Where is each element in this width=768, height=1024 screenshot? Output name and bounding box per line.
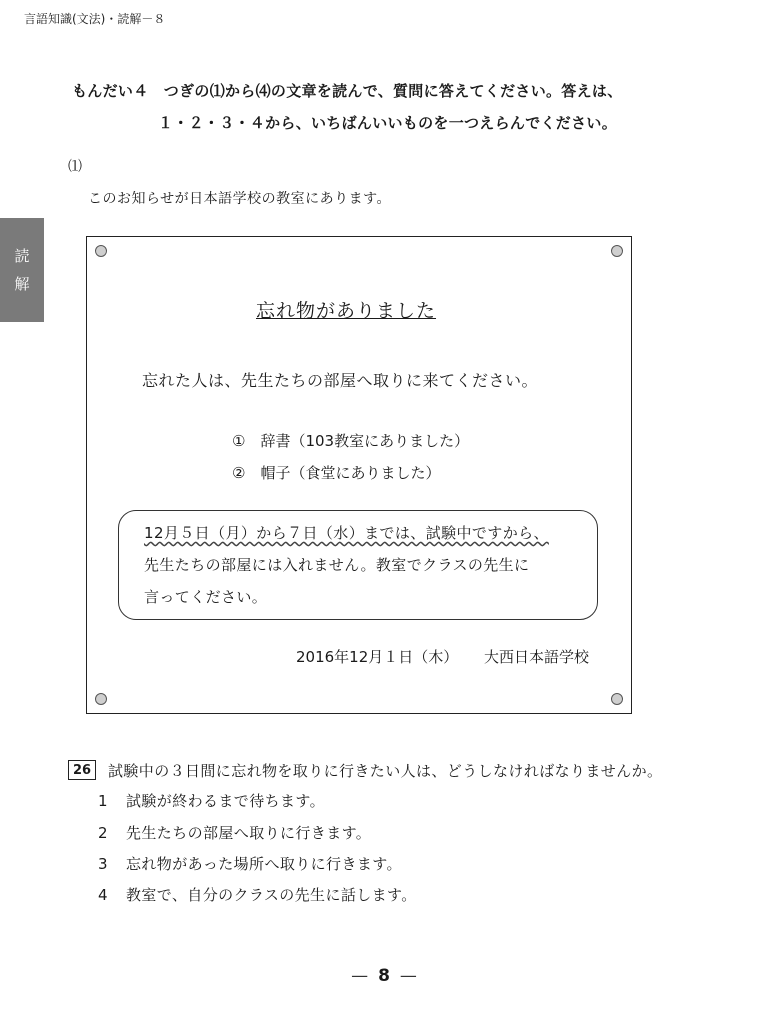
notice-item: ② 帽子（食堂にありました）: [232, 464, 441, 482]
answer-option[interactable]: [98, 790, 325, 811]
answer-option[interactable]: [98, 884, 417, 905]
reading-section-tab: [0, 218, 44, 322]
option-text: 教室で、自分のクラスの先生に話します。: [126, 886, 417, 904]
notice-body: 忘れた人は、先生たちの部屋へ取りに来てください。: [142, 371, 539, 390]
page-number: [0, 966, 768, 986]
option-number: 1: [98, 792, 108, 810]
option-number: 3: [98, 855, 108, 873]
option-text: 忘れ物があった場所へ取りに行きます。: [126, 855, 402, 873]
answer-option[interactable]: [98, 853, 402, 874]
notice-item: ① 辞書（103教室にありました）: [232, 432, 470, 450]
option-text: 試験が終わるまで待ちます。: [126, 792, 326, 810]
question-number: 26: [68, 760, 96, 780]
answer-option[interactable]: [98, 822, 371, 843]
instruction-line-2: １・２・３・４から、いちばんいいものを一つえらんでください。: [158, 114, 618, 132]
option-number: 4: [98, 886, 108, 904]
option-number: 2: [98, 824, 108, 842]
notice-school-name: 大西日本語学校: [484, 648, 590, 666]
page-number-value: 8: [378, 966, 390, 986]
section-lead-text: このお知らせが日本語学校の教室にあります。: [88, 191, 391, 207]
side-tab-char-1: 読: [14, 247, 30, 265]
instruction-line-1: もんだい４ つぎの⑴から⑷の文章を読んで、質問に答えてください。答えは、: [72, 82, 623, 100]
pin-icon: [95, 693, 107, 705]
notice-title: 忘れ物がありました: [256, 300, 437, 322]
side-tab-char-2: 解: [14, 275, 30, 293]
page-dash-right: —: [399, 966, 417, 986]
section-number: ⑴: [68, 159, 82, 175]
question-text: 試験中の３日間に忘れ物を取りに行きたい人は、どうしなければなりませんか。: [108, 762, 663, 780]
notice-date: 2016年12月１日（木）: [296, 648, 459, 666]
pin-icon: [611, 693, 623, 705]
page-dash-left: —: [351, 966, 369, 986]
pin-icon: [611, 245, 623, 257]
running-header: 言語知識(文法)・読解－８: [24, 12, 166, 26]
warning-line-1: 12月５日（月）から７日（水）までは、試験中ですから、: [144, 524, 549, 542]
pin-icon: [95, 245, 107, 257]
warning-line-3: 言ってください。: [144, 588, 268, 606]
option-text: 先生たちの部屋へ取りに行きます。: [126, 824, 372, 842]
warning-line-2: 先生たちの部屋には入れません。教室でクラスの先生に: [144, 556, 530, 574]
